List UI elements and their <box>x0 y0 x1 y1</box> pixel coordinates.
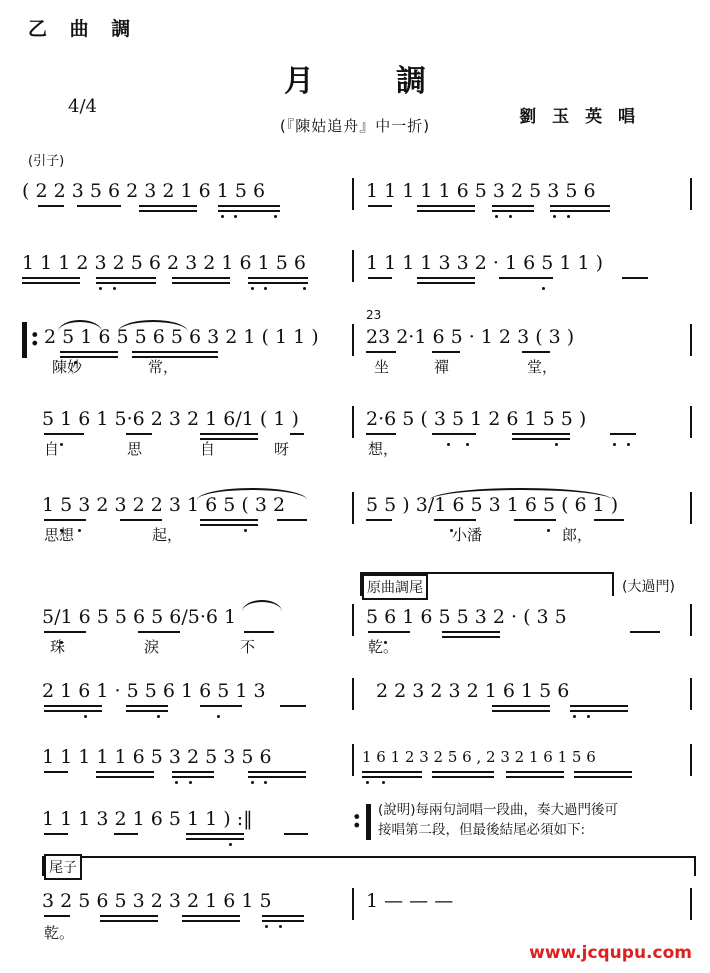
watermark: www.jcqupu.com <box>529 943 692 963</box>
music-cell: 5/1 6 5 5 6 5 6/5·6 1 <box>42 606 237 628</box>
staff-system-7: 1 1 1 3 2 1 6 5 1 1 ) :‖ : (說明)每兩句詞唱一段曲，奏大過門後可 接唱第二段，但最後結尾必須如下: <box>22 800 692 854</box>
music-cell: 1 1 1 1 1 6 5 3 2 5 3 5 6 <box>366 180 596 202</box>
music-cell: 1 5 3 2 3 2 2 3 1 6 5 ( 3 2 <box>42 494 286 516</box>
music-cell: 2·6 5 ( 3 5 1 2 6 1 5 5 ) <box>366 408 587 430</box>
time-signature: 4/4 <box>68 96 97 117</box>
music-cell: 2 2 3 2 3 2 1 6 1 5 6 <box>376 680 570 702</box>
music-cell: 5 1 6 1 5·6 2 3 2 1 6/1 ( 1 ) <box>42 408 299 430</box>
music-cell: ( 2 2 3 5 6 2 3 2 1 6 1 5 6 <box>22 180 266 202</box>
music-cell: 2 1 6 1 · 5 5 6 1 6 5 1 3 <box>42 680 266 702</box>
performer-credit: 劉 玉 英 唱 <box>519 107 640 127</box>
music-cell: 3 2 5 6 5 3 2 3 2 1 6 1 5 <box>42 890 272 912</box>
big-interlude-label: (大過門) <box>622 579 675 595</box>
staff-system-5 <box>22 672 692 726</box>
staff-system-6 <box>22 738 692 792</box>
music-cell: 1 6 1 2 3 2 5 6 , 2 3 2 1 6 1 5 6 <box>362 748 596 766</box>
performance-note-line1: (說明)每兩句詞唱一段曲，奏大過門後可 <box>378 802 619 818</box>
music-cell: 1 1 1 1 3 3 2 · 1 6 5 1 1 ) <box>366 252 604 274</box>
music-cell: 1 1 1 2 3 2 5 6 2 3 2 1 6 1 5 6 <box>22 252 307 274</box>
staff-system-coda: 尾子 3 2 5 6 5 3 2 3 2 1 6 1 5 乾。 1 — — — <box>22 856 692 966</box>
music-cell: 5 5 ) 3/1 6 5 3 1 6 5 ( 6 1 ) <box>366 494 619 516</box>
music-cell: 1 — — — <box>366 890 454 912</box>
page-subtitle: (『陳姑追舟』中一折) <box>279 117 431 135</box>
music-cell: 1 1 1 3 2 1 6 5 1 1 ) :‖ <box>42 808 253 830</box>
original-ending-label: 原曲調尾 <box>362 574 428 600</box>
staff-system-2: 5 1 6 1 5·6 2 3 2 1 6/1 ( 1 ) 自 思 自 呀 2·6 5 ( 3 5 1 2 6 1 5 5 ) 想， <box>22 400 692 454</box>
intro-label: (引子) <box>28 154 65 169</box>
staff-system-intro-1 <box>22 172 692 226</box>
coda-label: 尾子 <box>44 854 82 880</box>
staff-system-4: 5/1 6 5 5 6 5 6/5·6 1 珠 淚 不 原曲調尾 (大過門) 5 6 1 6 5 5 3 2 · ( 3 5 乾。 <box>22 578 692 648</box>
music-cell: 5 6 1 6 5 5 3 2 · ( 3 5 <box>366 606 567 628</box>
staff-system-1: : 2 5 1 6 5 5 6 5 6 3 2 1 ( 1 1 ) 陳妙 常， 23 23 2·1 6 5 · 1 2 3 ( 3 ) 坐 禪 堂， <box>22 318 692 372</box>
section-number: 23 <box>366 308 382 322</box>
staff-system-3: 1 5 3 2 3 2 2 3 1 6 5 ( 3 2 思想 起， 5 5 ) 3/1 6 5 3 1 6 5 ( 6 1 ) 小潘 郎， <box>22 486 692 540</box>
performance-note-line2: 接唱第二段，但最後結尾必須如下: <box>378 822 586 838</box>
page-title: 月 調 <box>284 64 452 99</box>
music-cell: 23 2·1 6 5 · 1 2 3 ( 3 ) <box>366 326 575 348</box>
staff-system-intro-2 <box>22 244 692 298</box>
page-tag: 乙 曲 調 <box>28 18 139 40</box>
music-cell: 1 1 1 1 1 6 5 3 2 5 3 5 6 <box>42 746 272 768</box>
music-cell: 2 5 1 6 5 5 6 5 6 3 2 1 ( 1 1 ) <box>44 326 319 348</box>
